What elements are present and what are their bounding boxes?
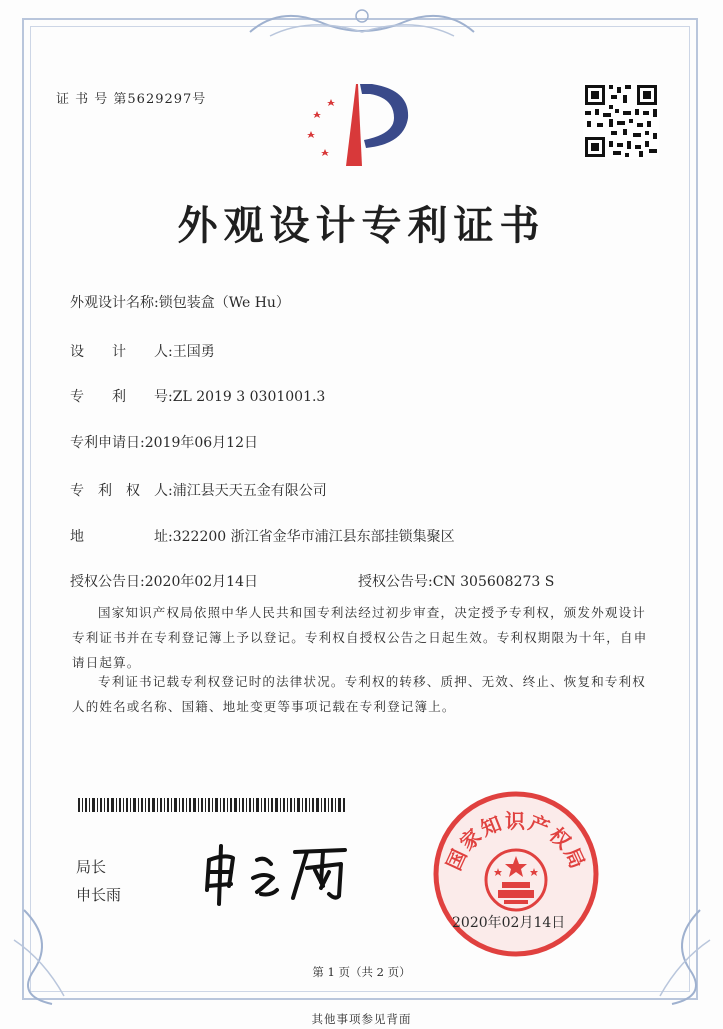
bottom-left-ornament	[4, 900, 94, 1010]
filing-date-value: 2019年06月12日	[144, 435, 258, 451]
design-name-value: 锁包装盒（We Hu）	[158, 295, 290, 311]
director-signature	[195, 838, 365, 908]
patentee-row	[70, 480, 327, 500]
grant-statement: 国家知识产权局依照中华人民共和国专利法经过初步审查，决定授予专利权，颁发外观设计专利证书并在专利登记簿上予以登记。专利权自授权公告之日起生效。专利权期限为十年，自申请日起算。	[72, 605, 648, 670]
address-value: 322200 浙江省金华市浦江县东部挂锁集聚区	[172, 529, 455, 545]
address-label: 地 址:	[70, 529, 173, 545]
designer-row	[70, 341, 215, 361]
address-row	[70, 526, 455, 546]
barcode	[78, 798, 346, 812]
filing-date-row	[70, 432, 258, 452]
top-ornament	[240, 2, 484, 46]
design-name-row	[70, 292, 290, 312]
filing-date-label: 专利申请日:	[70, 435, 145, 451]
design-name-label: 外观设计名称:	[70, 295, 159, 311]
footer-note: 其他事项参见背面	[311, 1012, 412, 1026]
certificate-number: 证 书 号 第5629297号	[56, 92, 207, 107]
designer-value: 王国勇	[172, 344, 215, 360]
grant-date-value: 2020年02月14日	[144, 574, 258, 590]
patentee-value: 浦江县天天五金有限公司	[172, 483, 327, 499]
patent-number-label: 专 利 号:	[70, 389, 173, 405]
designer-label: 设 计 人:	[70, 344, 173, 360]
director-title: 局长	[76, 858, 107, 876]
patentee-label: 专 利 权 人:	[70, 483, 173, 499]
qr-code	[583, 83, 659, 159]
cnipa-logo	[300, 78, 418, 170]
grant-number-row	[358, 571, 554, 591]
seal-text: 国家知识产权局	[441, 809, 591, 874]
grant-number-value: CN 305608273 S	[432, 574, 555, 590]
page-number: 第 1 页（共 2 页）	[312, 965, 411, 979]
grant-date-row	[70, 571, 258, 591]
grant-date-label: 授权公告日:	[70, 574, 145, 590]
official-seal	[432, 790, 600, 958]
bottom-right-ornament	[630, 900, 720, 1010]
director-name: 申长雨	[76, 886, 122, 904]
legal-status-statement: 专利证书记载专利权登记时的法律状况。专利权的转移、质押、无效、终止、恢复和专利权人的姓名或名称、国籍、地址变更等事项记载在专利登记簿上。	[72, 674, 647, 714]
patent-number-value: ZL 2019 3 0301001.3	[172, 389, 326, 405]
certificate-title: 外观设计专利证书	[177, 202, 546, 249]
seal-date: 2020年02月14日	[452, 915, 566, 931]
grant-number-label: 授权公告号:	[358, 574, 433, 590]
patent-number-row	[70, 386, 325, 406]
